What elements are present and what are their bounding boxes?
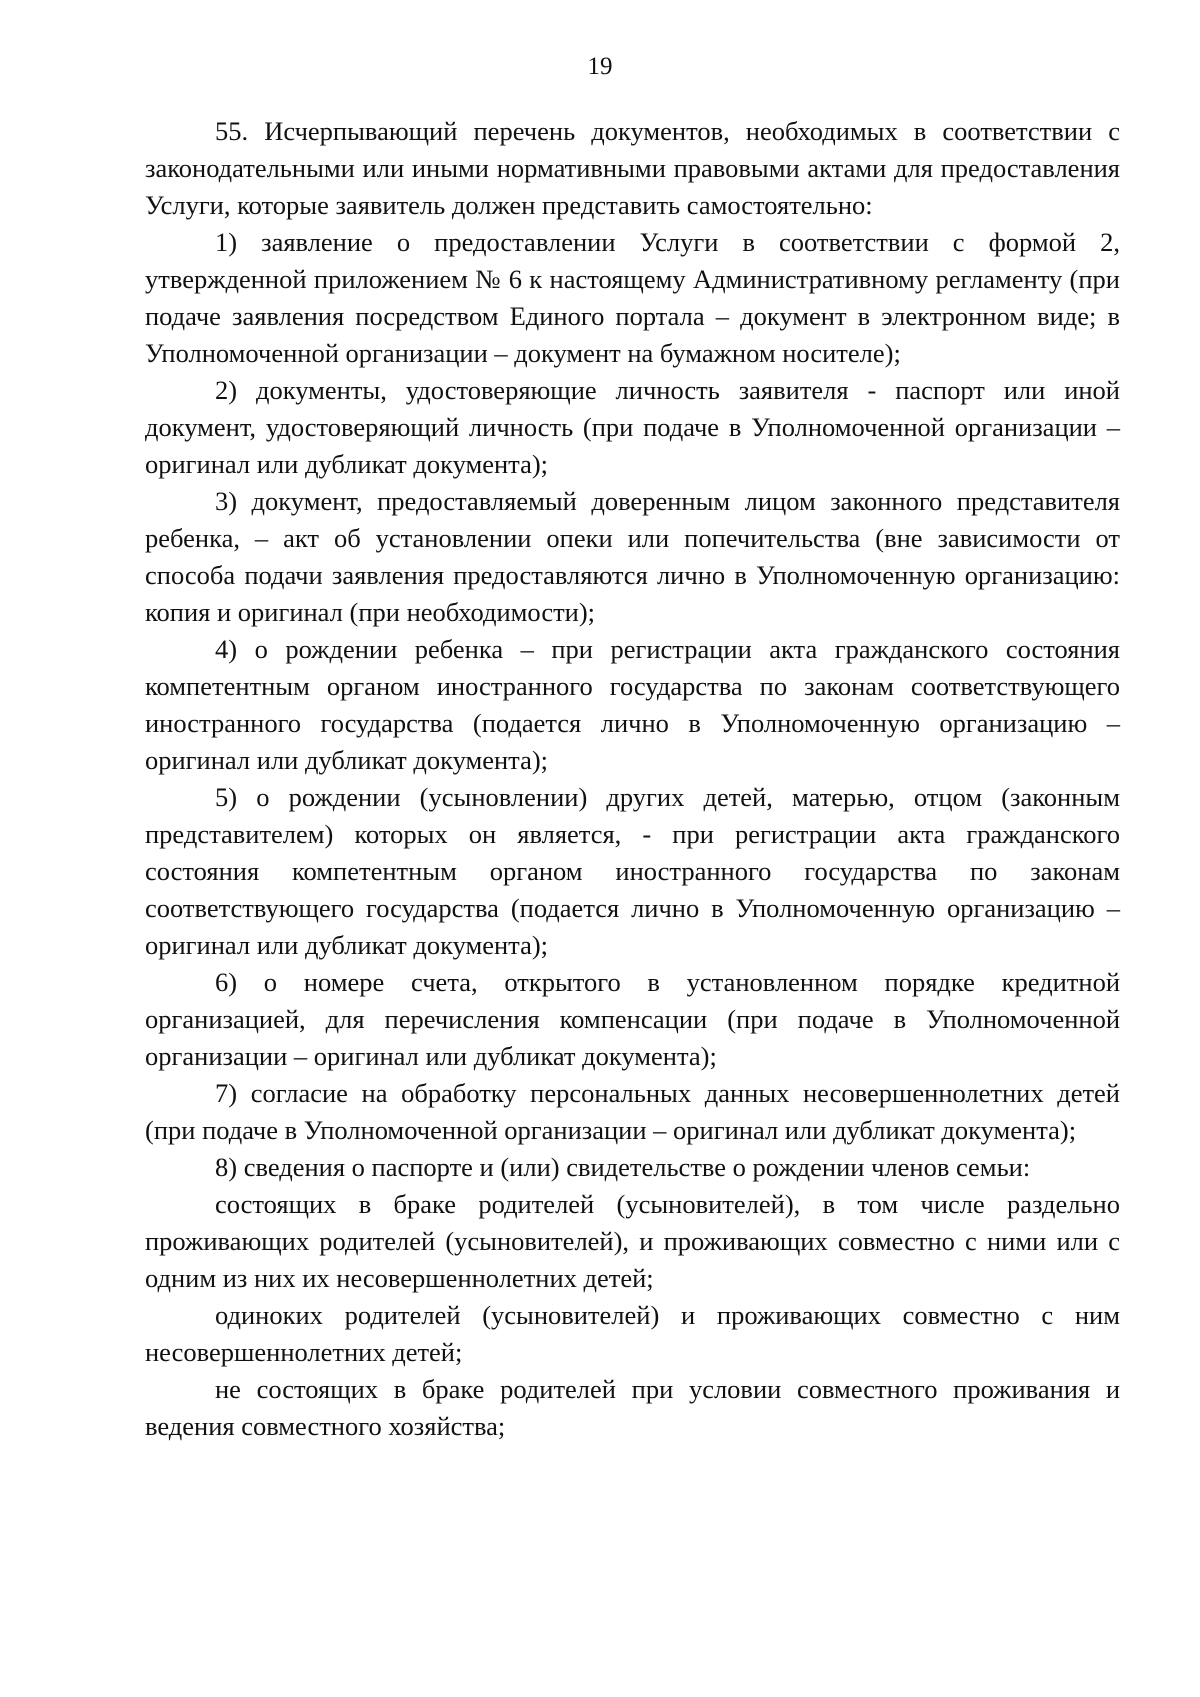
paragraph-item-8: 8) сведения о паспорте и (или) свидетельстве о рождении членов семьи: [215,1152,1031,1182]
paragraph-item-8-single-parents: одиноких родителей (усыновителей) и проживающих совместно с ним несовершеннолетних детей; [145,1300,1120,1367]
page-number: 19 [587,53,613,80]
paragraph-item-2: 2) документы, удостоверяющие личность заявителя - паспорт или иной документ, удостоверяющий личность (при подаче в Уполномоченной организации – оригинал или дубликат документа); [145,375,1120,479]
paragraph-item-6: 6) о номере счета, открытого в установленном порядке кредитной организацией, для перечисления компенсации (при подаче в Уполномоченной организации – оригинал или дубликат документа); [145,967,1120,1071]
paragraph-item-7: 7) согласие на обработку персональных данных несовершеннолетних детей (при подаче в Уполномоченной организации – оригинал или дубликат документа); [145,1078,1120,1145]
paragraph-item-4: 4) о рождении ребенка – при регистрации акта гражданского состояния компетентным органом иностранного государства по законам соответствующего иностранного государства (подается лично в Уполномоченную организацию – оригинал или дубликат документа); [145,634,1120,775]
paragraph-item-5: 5) о рождении (усыновлении) других детей, матерью, отцом (законным представителем) которых он является, - при регистрации акта гражданского состояния компетентным органом иностранного государства по законам соответствующего государства (подается лично в Уполномоченную организацию – оригинал или дубликат документа); [145,782,1120,960]
paragraph-55: 55. Исчерпывающий перечень документов, необходимых в соответствии с законодательными или иными нормативными правовыми актами для предоставления Услуги, которые заявитель должен представить самостоятельно: [145,116,1120,220]
paragraph-item-8-married-parents: состоящих в браке родителей (усыновителей), в том числе раздельно проживающих родителей (усыновителей), и проживающих совместно с ними или с одним из них их несовершеннолетних детей; [145,1189,1120,1293]
paragraph-item-1: 1) заявление о предоставлении Услуги в соответствии с формой 2, утвержденной приложением № 6 к настоящему Административному регламенту (при подаче заявления посредством Единого портала – документ в электронном виде; в Уполномоченной организации – документ на бумажном носителе); [145,227,1120,368]
paragraph-item-3: 3) документ, предоставляемый доверенным лицом законного представителя ребенка, – акт об установлении опеки или попечительства (вне зависимости от способа подачи заявления предоставляются лично в Уполномоченную организацию: копия и оригинал (при необходимости); [145,486,1120,627]
paragraph-item-8-unmarried-parents: не состоящих в браке родителей при условии совместного проживания и ведения совместного хозяйства; [145,1374,1120,1441]
document-body [145,113,1120,1445]
